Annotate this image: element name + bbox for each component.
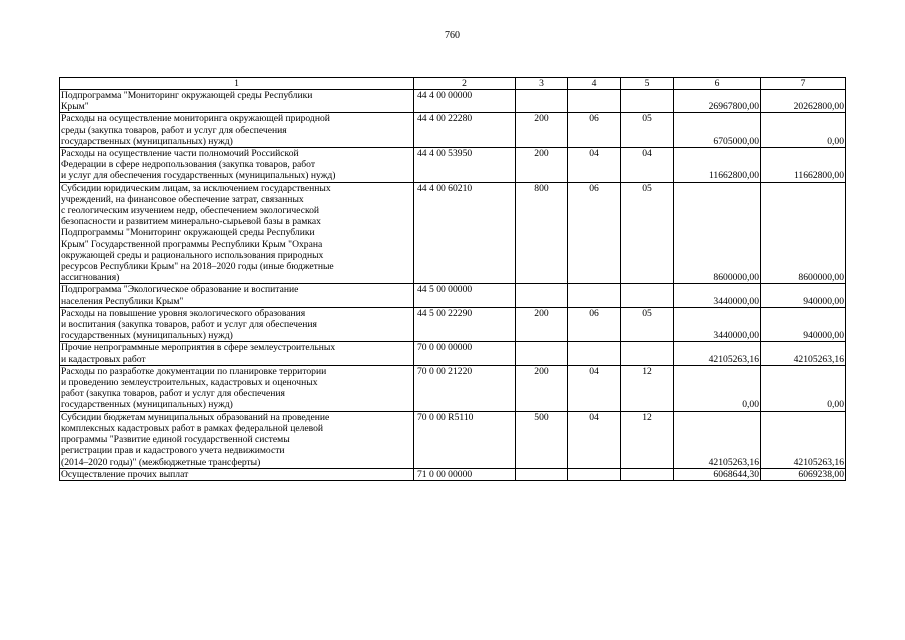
amount-cell: 0,00: [761, 365, 846, 411]
table-row: [60, 342, 846, 365]
header-row: [60, 78, 846, 90]
table-row: [60, 148, 846, 183]
amount-cell: 11662800,00: [761, 148, 846, 183]
amount-cell: 42105263,16: [761, 342, 846, 365]
row-name-cell: Расходы на осуществление части полномочий Российской Федерации в сфере недропользования (закупка товаров, работ и услуг для обеспечения государственных (муниципальных) нужд): [60, 148, 414, 183]
section-cell: [568, 90, 621, 113]
section-cell: 06: [568, 307, 621, 342]
row-name-cell: Субсидии бюджетам муниципальных образований на проведение комплексных кадастровых работ в рамках федеральной целевой программы "Развитие единой государственной системы регистрации прав и кадастрового учета недвижимости (2014–2020 годы)" (межбюджетные трансферты): [60, 411, 414, 468]
table-row: [60, 411, 846, 468]
amount-cell: 0,00: [761, 113, 846, 148]
amount-cell: 11662800,00: [674, 148, 761, 183]
header-cell: 5: [621, 78, 674, 90]
page-number: 760: [445, 30, 460, 41]
subsection-cell: [621, 284, 674, 307]
section-cell: [568, 284, 621, 307]
subsection-cell: 12: [621, 411, 674, 468]
target-code-cell: 70 0 00 21220: [414, 365, 516, 411]
table-row: [60, 365, 846, 411]
target-code-cell: 70 0 00 00000: [414, 342, 516, 365]
amount-cell: 42105263,16: [674, 411, 761, 468]
table-row: [60, 307, 846, 342]
amount-cell: 8600000,00: [761, 182, 846, 284]
amount-cell: 6068644,30: [674, 468, 761, 480]
target-code-cell: 70 0 00 R5110: [414, 411, 516, 468]
amount-cell: 0,00: [674, 365, 761, 411]
amount-cell: 26967800,00: [674, 90, 761, 113]
target-code-cell: 44 5 00 22290: [414, 307, 516, 342]
section-cell: [568, 468, 621, 480]
expense-type-cell: 200: [516, 307, 568, 342]
amount-cell: 42105263,16: [674, 342, 761, 365]
subsection-cell: [621, 342, 674, 365]
table-body: [60, 78, 846, 481]
header-cell: 7: [761, 78, 846, 90]
table-row: [60, 284, 846, 307]
expense-type-cell: [516, 284, 568, 307]
expense-type-cell: 200: [516, 148, 568, 183]
expense-type-cell: 800: [516, 182, 568, 284]
expense-type-cell: 500: [516, 411, 568, 468]
section-cell: 04: [568, 411, 621, 468]
section-cell: 06: [568, 182, 621, 284]
row-name-cell: Подпрограмма "Мониторинг окружающей среды Республики Крым": [60, 90, 414, 113]
expense-type-cell: [516, 90, 568, 113]
row-name-cell: Расходы на повышение уровня экологического образования и воспитания (закупка товаров, работ и услуг для обеспечения государственных (муниципальных) нужд): [60, 307, 414, 342]
subsection-cell: 12: [621, 365, 674, 411]
row-name-cell: Осуществление прочих выплат: [60, 468, 414, 480]
subsection-cell: [621, 90, 674, 113]
section-cell: 06: [568, 113, 621, 148]
subsection-cell: [621, 468, 674, 480]
target-code-cell: 44 4 00 60210: [414, 182, 516, 284]
row-name-cell: Субсидии юридическим лицам, за исключением государственных учреждений, на финансовое обеспечение затрат, связанных с геологическим изучением недр, обеспечением экологической безопасности и развитием минерально-сырьевой базы в рамках Подпрограммы "Мониторинг окружающей среды Республики Крым" Государственной программы Республики Крым "Охрана окружающей среды и рационального использования природных ресурсов Республики Крым" на 2018–2020 годы (иные бюджетные ассигнования): [60, 182, 414, 284]
subsection-cell: 05: [621, 307, 674, 342]
table-row: [60, 468, 846, 480]
amount-cell: 6705000,00: [674, 113, 761, 148]
section-cell: 04: [568, 148, 621, 183]
expense-type-cell: [516, 468, 568, 480]
section-cell: 04: [568, 365, 621, 411]
target-code-cell: 71 0 00 00000: [414, 468, 516, 480]
table-row: [60, 113, 846, 148]
header-cell: 6: [674, 78, 761, 90]
subsection-cell: 04: [621, 148, 674, 183]
expense-type-cell: 200: [516, 113, 568, 148]
subsection-cell: 05: [621, 182, 674, 284]
expense-type-cell: [516, 342, 568, 365]
amount-cell: 8600000,00: [674, 182, 761, 284]
amount-cell: 3440000,00: [674, 307, 761, 342]
expense-type-cell: 200: [516, 365, 568, 411]
row-name-cell: Расходы на осуществление мониторинга окружающей природной среды (закупка товаров, работ и услуг для обеспечения государственных (муниципальных) нужд): [60, 113, 414, 148]
amount-cell: 940000,00: [761, 307, 846, 342]
target-code-cell: 44 4 00 53950: [414, 148, 516, 183]
row-name-cell: Подпрограмма "Экологическое образование и воспитание населения Республики Крым": [60, 284, 414, 307]
row-name-cell: Расходы по разработке документации по планировке территории и проведению землеустроительных, кадастровых и оценочных работ (закупка товаров, работ и услуг для обеспечения государственных (муниципальных) нужд): [60, 365, 414, 411]
budget-table: [59, 77, 846, 481]
header-cell: 2: [414, 78, 516, 90]
subsection-cell: 05: [621, 113, 674, 148]
target-code-cell: 44 5 00 00000: [414, 284, 516, 307]
row-name-cell: Прочие непрограммные мероприятия в сфере землеустроительных и кадастровых работ: [60, 342, 414, 365]
target-code-cell: 44 4 00 22280: [414, 113, 516, 148]
amount-cell: 940000,00: [761, 284, 846, 307]
table-row: [60, 90, 846, 113]
header-cell: 1: [60, 78, 414, 90]
table-row: [60, 182, 846, 284]
amount-cell: 6069238,00: [761, 468, 846, 480]
header-cell: 4: [568, 78, 621, 90]
target-code-cell: 44 4 00 00000: [414, 90, 516, 113]
amount-cell: 3440000,00: [674, 284, 761, 307]
section-cell: [568, 342, 621, 365]
amount-cell: 42105263,16: [761, 411, 846, 468]
amount-cell: 20262800,00: [761, 90, 846, 113]
header-cell: 3: [516, 78, 568, 90]
